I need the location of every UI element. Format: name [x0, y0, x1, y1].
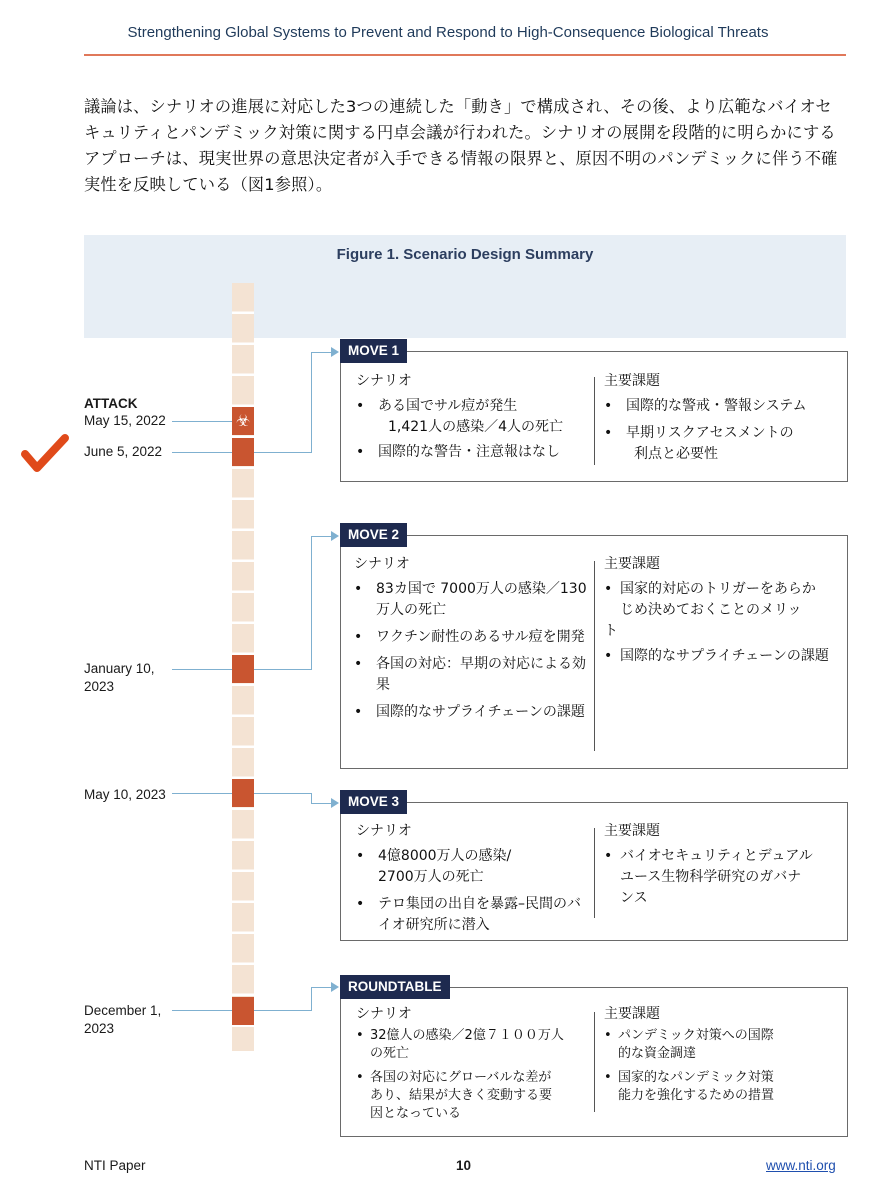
date-2023-a: 2023 — [84, 679, 115, 694]
arrow-move1 — [331, 347, 339, 357]
move1-issue-item-sub: 利点と必要性 — [634, 446, 718, 462]
roundtable-scenario-item: • 各国の対応にグローバルな差があり、結果が大きく変動する要因となっている — [356, 1069, 564, 1123]
move2-issues-title: 主要課題 — [604, 556, 660, 572]
move2-divider — [594, 561, 595, 751]
arrow-roundtable — [331, 982, 339, 992]
arrow-move2 — [331, 531, 339, 541]
intro-paragraph: 議論は、シナリオの進展に対応した3つの連続した「動き」で構成され、その後、より広範なバイオセキュリティとパンデミック対策に関する円卓会議が行われた。シナリオの展開を段階的に明らかにするアプローチは、現実世界の意思決定者が入手できる情報の限界と、原因不明のパンデミックに伴う不確実性を反映している（図1参照）。 — [84, 97, 838, 194]
footer-page-number: 10 — [456, 1158, 472, 1173]
connector-move3-vertical — [311, 793, 312, 803]
roundtable-scenario-title: シナリオ — [356, 1006, 412, 1022]
move2-scenario-item: • 各国の対応：早期の対応による効果 — [354, 654, 590, 696]
roundtable-issues — [604, 1005, 784, 1111]
biohazard-icon: ☣ — [232, 407, 254, 435]
date-january-10: January 10, — [84, 661, 155, 676]
move2-scenario-item: • 83カ国で 7000万人の感染／130万人の死亡 — [354, 579, 590, 621]
connector-dec1-left — [172, 1010, 232, 1011]
connector-move1-horizontal — [311, 352, 333, 353]
move1-scenario-item: • ある国でサル痘が発生 — [356, 396, 586, 417]
connector-june5-right — [254, 452, 312, 453]
move3-issues-title: 主要課題 — [604, 823, 660, 839]
move1-issues — [604, 371, 840, 465]
connector-roundtable-horizontal — [311, 987, 333, 988]
timeline-marker-dec-2023 — [232, 997, 254, 1025]
roundtable-scenario-item: • 32億人の感染／2億７１００万人の死亡 — [356, 1027, 564, 1063]
move2-scenario — [354, 554, 590, 729]
move3-scenario-item: • 4億8000万人の感染/ — [356, 846, 584, 867]
connector-may15 — [172, 421, 232, 422]
connector-move2-vertical — [311, 536, 312, 670]
footer-url-link[interactable]: www.nti.org — [766, 1158, 836, 1173]
connector-june5-left — [172, 452, 232, 453]
connector-move3-horizontal — [311, 803, 333, 804]
move1-scenario — [356, 371, 586, 469]
attack-label: ATTACK — [84, 396, 138, 411]
roundtable-issues-title: 主要課題 — [604, 1006, 660, 1022]
move3-divider — [594, 828, 595, 918]
move1-scenario-item: • 国際的な警告・注意報はなし — [356, 442, 586, 463]
connector-jan10-right — [254, 669, 312, 670]
header-rule — [84, 54, 846, 56]
move2-issue-item-cont: ト — [604, 623, 618, 639]
figure-title: Figure 1. Scenario Design Summary — [336, 246, 594, 263]
checkmark-icon — [20, 432, 70, 476]
timeline-marker-june-2022 — [232, 438, 254, 466]
move2-scenario-title: シナリオ — [354, 556, 410, 572]
arrow-move3 — [331, 798, 339, 808]
connector-move2-horizontal — [311, 536, 333, 537]
move3-issue-item: • バイオセキュリティとデュアルユース生物科学研究のガバナンス — [604, 846, 814, 909]
roundtable-issue-item: • 国家的なパンデミック対策能力を強化するための措置 — [604, 1069, 784, 1105]
move3-tag: MOVE 3 — [340, 790, 407, 814]
date-may-10-2023: May 10, 2023 — [84, 787, 166, 802]
move2-issues — [604, 554, 840, 673]
move3-scenario-item-sub: 2700万人の死亡 — [378, 869, 484, 885]
date-may-15-2022: May 15, 2022 — [84, 413, 166, 428]
date-june-5-2022: June 5, 2022 — [84, 444, 163, 459]
roundtable-issue-item: • パンデミック対策への国際的な資金調達 — [604, 1027, 784, 1063]
move3-scenario — [356, 821, 584, 942]
move3-scenario-title: シナリオ — [356, 823, 412, 839]
connector-move1-vertical — [311, 352, 312, 453]
move2-scenario-item: • ワクチン耐性のあるサル痘を開発 — [354, 627, 590, 648]
move3-scenario-item: • テロ集団の出自を暴露–民間のバイオ研究所に潜入 — [356, 894, 584, 936]
move1-divider — [594, 377, 595, 465]
connector-jan10-left — [172, 669, 232, 670]
timeline-marker-may-2023 — [232, 779, 254, 807]
move3-issues — [604, 821, 814, 915]
connector-may10-left — [172, 793, 232, 794]
roundtable-tag: ROUNDTABLE — [340, 975, 450, 999]
move1-issue-item: • 国際的な警戒・警報システム — [604, 396, 840, 417]
date-2023-b: 2023 — [84, 1021, 115, 1036]
running-header: Strengthening Global Systems to Prevent and Respond to High-Consequence Biological Threats — [127, 24, 769, 41]
move1-issue-item: • 早期リスクアセスメントの — [604, 423, 840, 444]
move2-scenario-item: • 国際的なサプライチェーンの課題 — [354, 702, 590, 723]
roundtable-scenario — [356, 1005, 564, 1129]
move2-issue-item: • 国家的対応のトリガーをあらか — [604, 579, 840, 600]
roundtable-divider — [594, 1012, 595, 1112]
move1-tag: MOVE 1 — [340, 339, 407, 363]
date-december-1: December 1, — [84, 1003, 162, 1018]
move1-scenario-item-sub: 1,421人の感染／4人の死亡 — [388, 419, 563, 435]
connector-dec1-right — [254, 1010, 312, 1011]
move2-issue-item-cont: じめ決めておくことのメリッ — [620, 602, 802, 618]
move1-scenario-title: シナリオ — [356, 373, 412, 389]
connector-roundtable-vertical — [311, 987, 312, 1011]
footer-publication: NTI Paper — [84, 1158, 146, 1173]
connector-may10-right — [254, 793, 312, 794]
move1-issues-title: 主要課題 — [604, 373, 660, 389]
timeline-marker-jan-2023 — [232, 655, 254, 683]
move2-issue-item: • 国際的なサプライチェーンの課題 — [604, 646, 840, 667]
move2-tag: MOVE 2 — [340, 523, 407, 547]
